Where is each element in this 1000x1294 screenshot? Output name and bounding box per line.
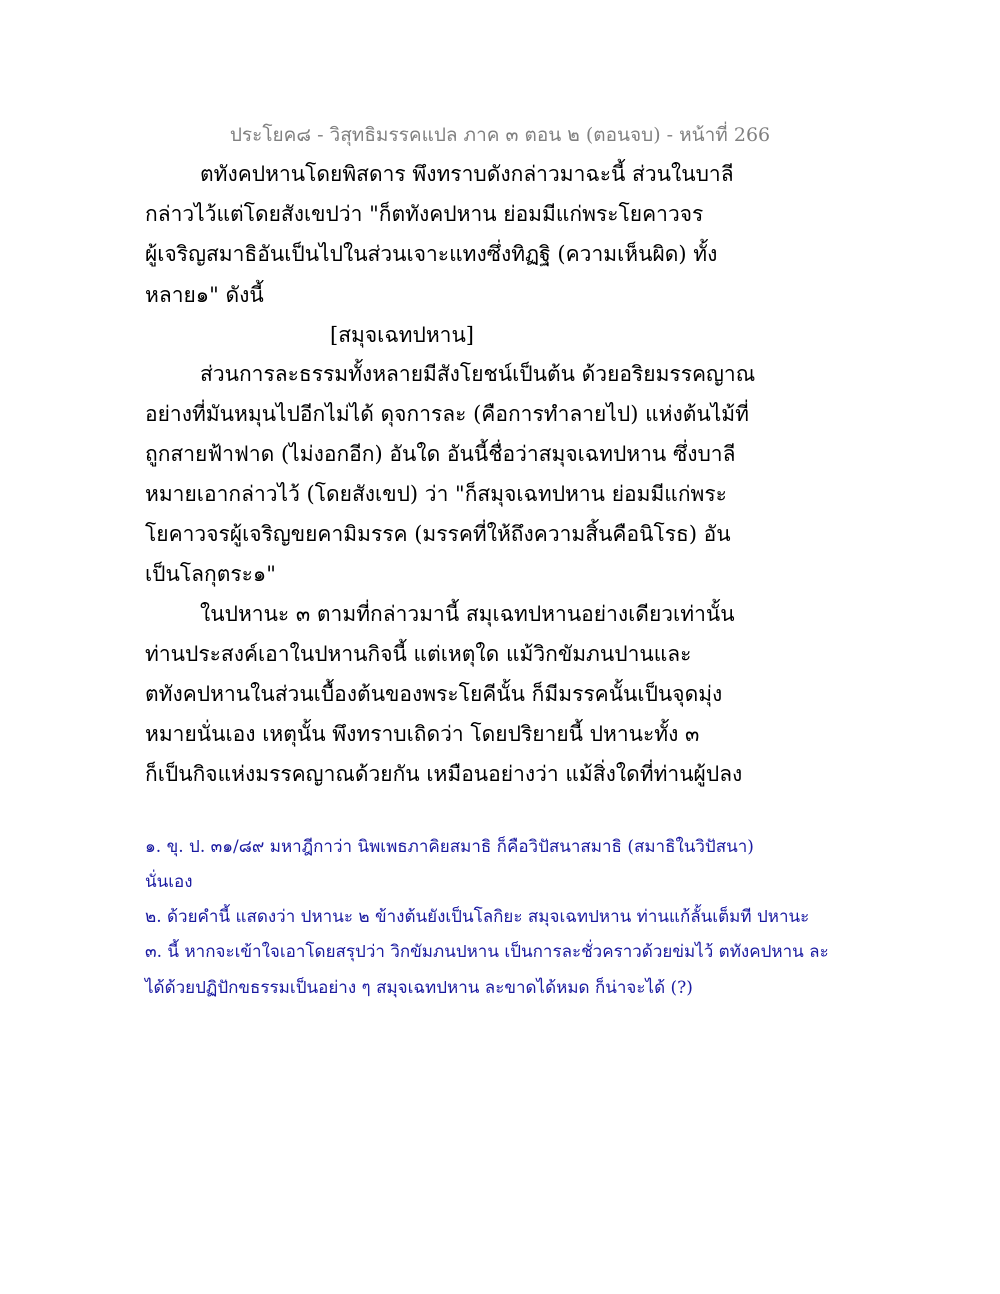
footnote-line: ๓. นี้ หากจะเข้าใจเอาโดยสรุปว่า วิกขัมภนปหาน เป็นการละชั่วคราวด้วยข่มไว้ ตทังคปหาน ละ [145, 942, 829, 962]
body-line: ส่วนการละธรรมทั้งหลายมีสังโยชน์เป็นต้น ด้วยอริยมรรคญาณ [200, 362, 756, 386]
body-line: โยคาวจรผู้เจริญขยคามิมรรค (มรรคที่ให้ถึงความสิ้นคือนิโรธ) อัน [145, 522, 731, 546]
footnote-line: ๒. ด้วยคำนี้ แสดงว่า ปหานะ ๒ ข้างต้นยังเป็นโลกิยะ สมุจเฉทปหาน ท่านแก้ลั้นเต็มที ปหานะ [145, 907, 810, 927]
body-line: ตทังคปหานโดยพิสดาร พึงทราบดังกล่าวมาฉะนี้ ส่วนในบาลี [200, 162, 734, 186]
body-line: ก็เป็นกิจแห่งมรรคญาณด้วยกัน เหมือนอย่างว่า แม้สิ่งใดที่ท่านผู้ปลง [145, 762, 743, 786]
footnote-line: ได้ด้วยปฏิปักขธรรมเป็นอย่าง ๆ สมุจเฉทปหาน ละขาดได้หมด ก็น่าจะได้ (?) [145, 978, 693, 998]
body-line: ถูกสายฟ้าฟาด (ไม่งอกอีก) อันใด อันนี้ชื่อว่าสมุจเฉทปหาน ซึ่งบาลี [145, 442, 736, 466]
section-heading: [สมุจเฉทปหาน] [330, 323, 474, 347]
body-line: หมายนั่นเอง เหตุนั้น พึงทราบเถิดว่า โดยปริยายนี้ ปหานะทั้ง ๓ [145, 722, 700, 746]
body-line: ผู้เจริญสมาธิอันเป็นไปในส่วนเจาะแทงซึ่งทิฏฐิ (ความเห็นผิด) ทั้ง [145, 242, 718, 266]
body-line: กล่าวไว้แต่โดยสังเขปว่า "ก็ตทังคปหาน ย่อมมีแก่พระโยคาวจร [145, 202, 704, 226]
body-line: ตทังคปหานในส่วนเบื้องต้นของพระโยคีนั้น ก็มีมรรคนั้นเป็นจุดมุ่ง [145, 682, 723, 706]
footnote-line: ๑. ขุ. ป. ๓๑/๘๙ มหาฎีกาว่า นิพเพธภาคิยสมาธิ ก็คือวิปัสนาสมาธิ (สมาธิในวิปัสนา) [145, 837, 754, 857]
body-line: อย่างที่มันหมุนไปอีกไม่ได้ ดุจการละ (คือการทำลายไป) แห่งต้นไม้ที่ [145, 402, 749, 426]
body-line: ในปหานะ ๓ ตามที่กล่าวมานี้ สมุเฉทปหานอย่างเดียวเท่านั้น [200, 602, 735, 626]
body-line: เป็นโลกุตระ๑" [145, 562, 276, 586]
body-line: หมายเอากล่าวไว้ (โดยสังเขป) ว่า "ก็สมุจเฉทปหาน ย่อมมีแก่พระ [145, 482, 727, 506]
page-header: ประโยค๘ - วิสุทธิมรรคแปล ภาค ๓ ตอน ๒ (ตอนจบ) - หน้าที่ 266 [229, 124, 771, 146]
body-line: ท่านประสงค์เอาในปหานกิจนี้ แต่เหตุใด แม้วิกขัมภนปานและ [145, 642, 692, 666]
body-line: หลาย๑" ดังนี้ [145, 283, 264, 307]
footnote-line: นั่นเอง [145, 872, 193, 892]
